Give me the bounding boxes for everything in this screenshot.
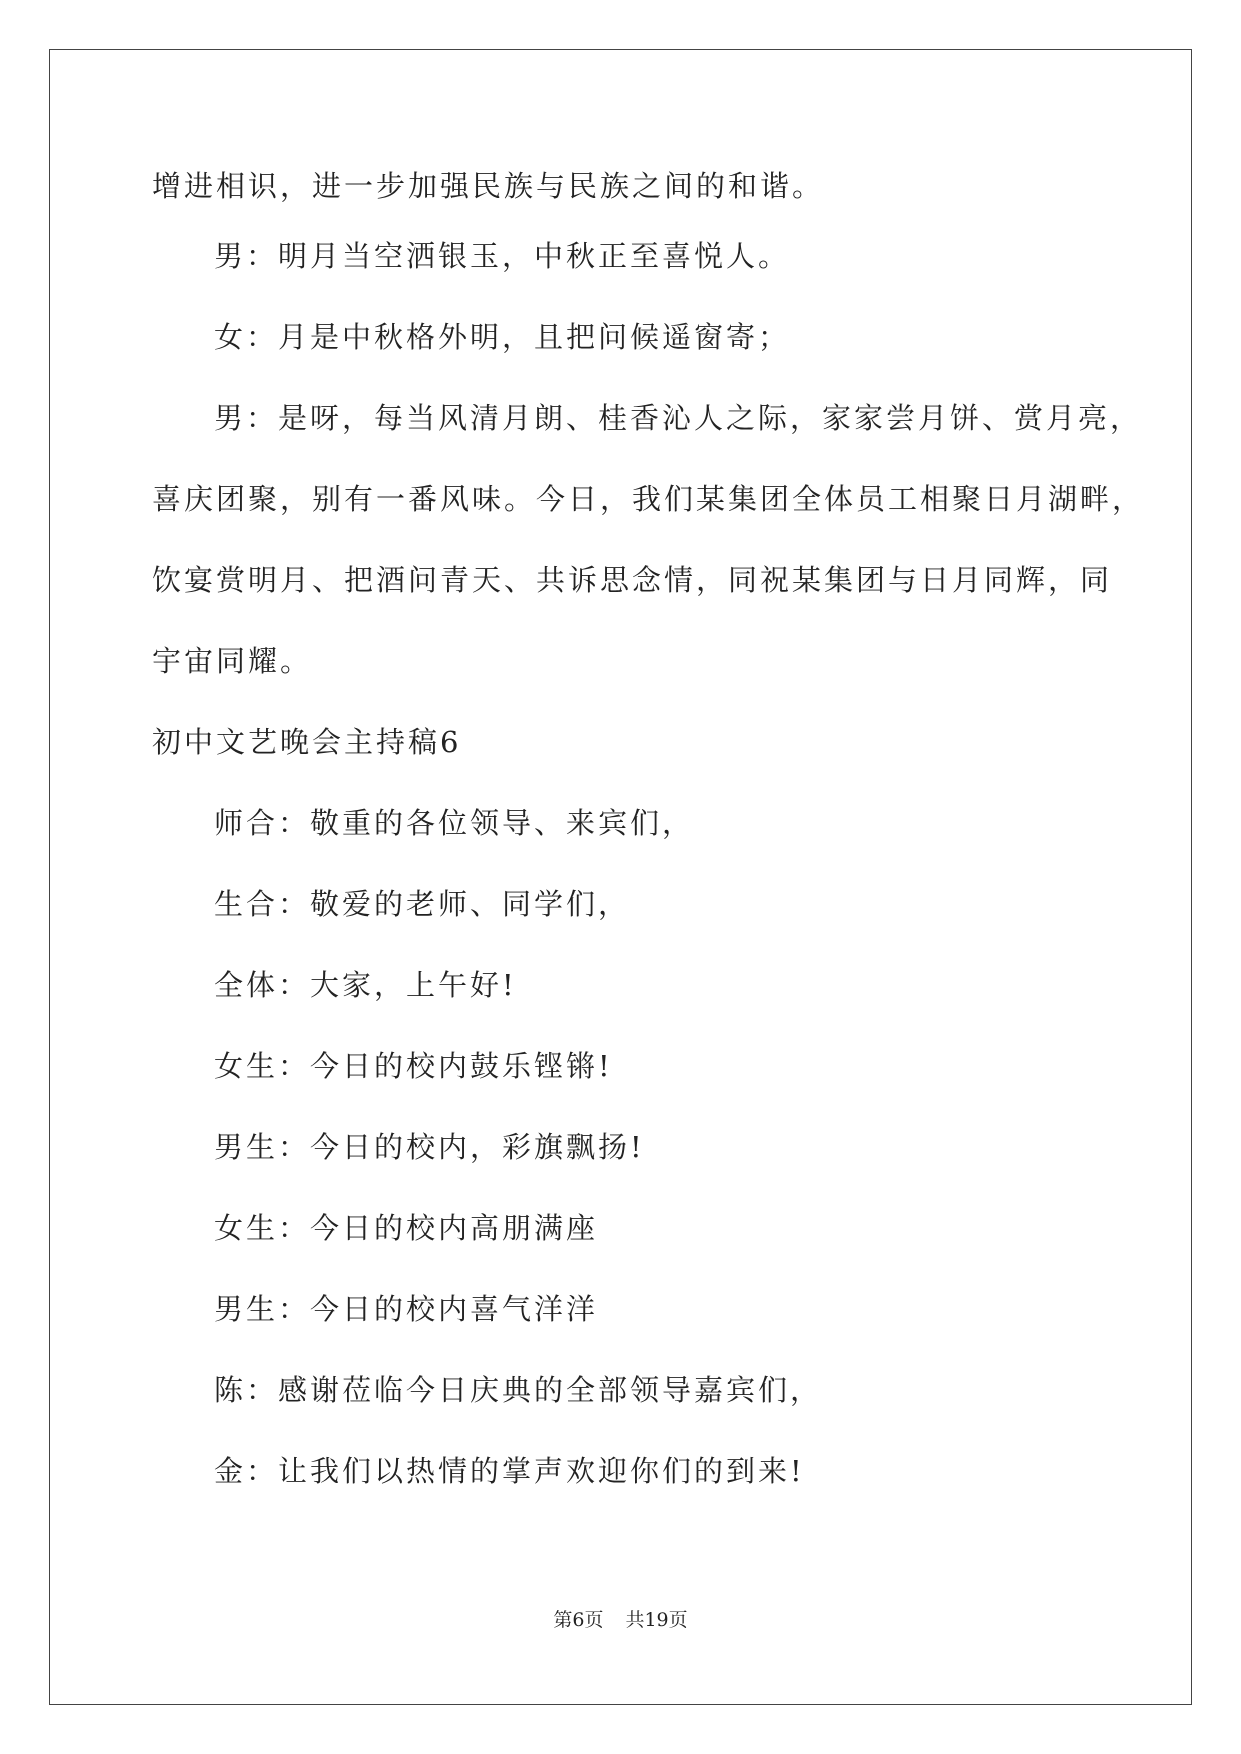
text-line: 男生：今日的校内喜气洋洋 <box>214 1292 599 1326</box>
text-line: 女：月是中秋格外明，且把问候遥窗寄； <box>214 320 791 354</box>
text-line: 饮宴赏明月、把酒问青天、共诉思念情，同祝某集团与日月同辉，同 <box>152 563 1113 597</box>
page-number: 第6页 <box>553 1609 604 1631</box>
text-line: 女生：今日的校内高朋满座 <box>214 1211 599 1245</box>
text-line: 师合：敬重的各位领导、来宾们， <box>214 806 695 840</box>
text-line: 宇宙同耀。 <box>152 644 313 678</box>
text-line: 女生：今日的校内鼓乐铿锵! <box>214 1049 613 1083</box>
text-line: 生合：敬爱的老师、同学们， <box>214 887 631 921</box>
text-line: 男生：今日的校内，彩旗飘扬! <box>214 1130 645 1164</box>
page-total: 共19页 <box>625 1609 688 1631</box>
section-heading: 初中文艺晚会主持稿6 <box>152 725 462 759</box>
text-line: 陈：感谢莅临今日庆典的全部领导嘉宾们， <box>214 1373 823 1407</box>
text-line: 喜庆团聚，别有一番风味。今日，我们某集团全体员工相聚日月湖畔， <box>152 482 1145 516</box>
text-line: 男：明月当空洒银玉，中秋正至喜悦人。 <box>214 239 791 273</box>
text-line: 全体：大家，上午好! <box>214 968 517 1002</box>
document-body <box>152 162 1145 1512</box>
page-footer <box>0 1605 1241 1632</box>
text-line: 增进相识，进一步加强民族与民族之间的和谐。 <box>152 169 825 203</box>
text-line: 金：让我们以热情的掌声欢迎你们的到来! <box>214 1454 805 1488</box>
text-line: 男：是呀，每当风清月朗、桂香沁人之际，家家尝月饼、赏月亮， <box>214 401 1143 435</box>
